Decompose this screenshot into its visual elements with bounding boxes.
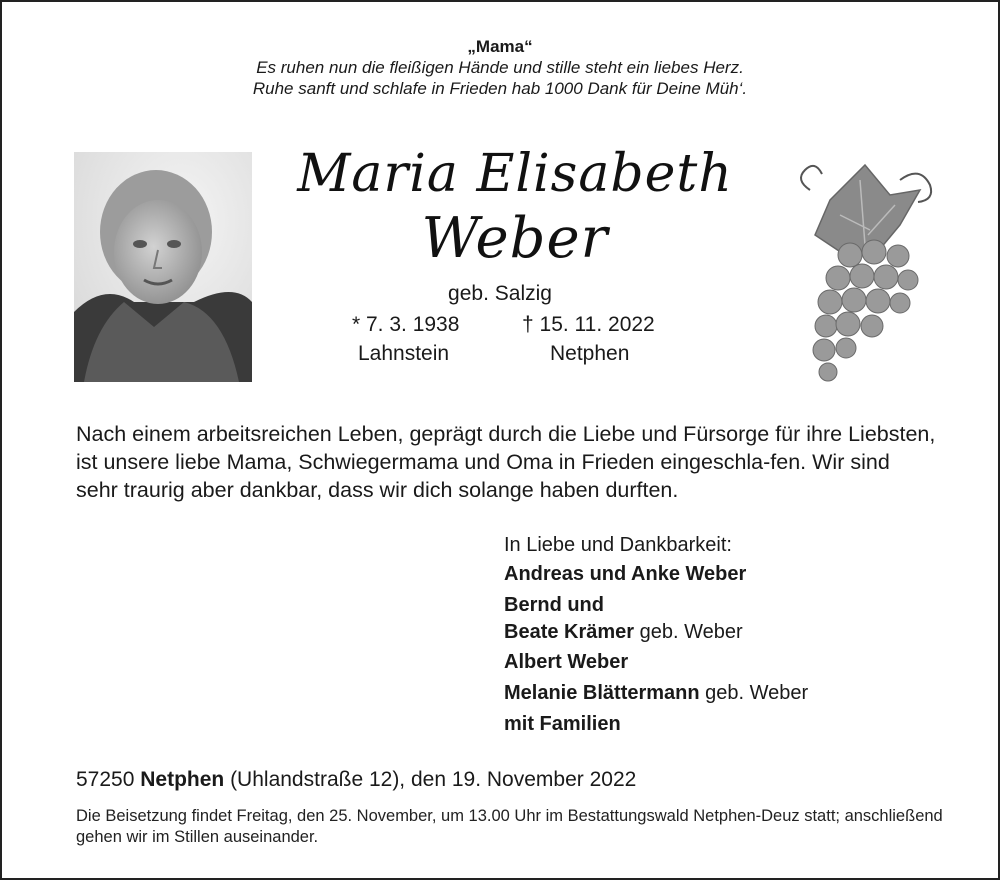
deceased-last-name: Weber <box>421 206 609 271</box>
mourner-line-4 <box>504 651 628 674</box>
birth-place: Lahnstein <box>358 342 450 365</box>
motto-line-2: Ruhe sanft und schlafe in Frieden hab 1000 Dank für Deine Müh‘. <box>252 79 748 98</box>
address-and-date: (Uhlandstraße 12), den 19. November 2022 <box>224 768 637 791</box>
funeral-notice: Die Beisetzung findet Freitag, den 25. November, um 13.00 Uhr im Bestattungswald Netphen-Deuz statt; anschließend gehen wir im Stillen auseinander. <box>76 807 943 846</box>
grape-vine-icon <box>790 160 940 385</box>
mourner-name: Melanie Blättermann <box>504 682 700 704</box>
mourner-name: mit Familien <box>504 713 621 735</box>
mourner-line-6 <box>504 713 621 736</box>
mourner-name: Andreas und Anke Weber <box>504 563 747 585</box>
motto-line-1: Es ruhen nun die fleißigen Hände und stille steht ein liebes Herz. <box>256 58 744 77</box>
mourner-born-name: geb. Weber <box>699 682 809 704</box>
mourner-line-5 <box>504 682 808 705</box>
postal-code: 57250 <box>76 768 141 791</box>
motto <box>0 36 1000 99</box>
mourner-name: Beate Krämer <box>504 621 635 643</box>
born-name: geb. Salzig <box>448 282 552 305</box>
birth-date: * 7. 3. 1938 <box>352 313 460 336</box>
portrait-illustration <box>74 152 252 382</box>
place-and-date <box>76 768 636 792</box>
deceased-first-names: Maria Elisabeth <box>297 144 733 204</box>
death-place: Netphen <box>550 342 630 365</box>
mourner-line-2 <box>504 594 604 617</box>
mourner-line-3 <box>504 621 743 644</box>
mourner-born-name: geb. Weber <box>634 621 743 643</box>
mourner-name: Albert Weber <box>504 651 629 673</box>
mourners-intro: In Liebe und Dankbarkeit: <box>504 534 732 556</box>
obituary-text: Nach einem arbeitsreichen Leben, geprägt durch die Liebe und Fürsorge für ihre Liebsten, ist unsere liebe Mama, Schwiegermama und Oma in Frieden eingeschla-fen. Wir sind sehr traurig aber dankbar, dass wir dich solange haben durften. <box>76 422 936 502</box>
death-date: † 15. 11. 2022 <box>522 313 655 336</box>
portrait-photo <box>74 152 252 382</box>
town: Netphen <box>140 768 225 791</box>
mourner-name: Bernd und <box>504 594 604 616</box>
mourner-line-1 <box>504 563 746 586</box>
motto-title: „Mama“ <box>467 37 533 56</box>
